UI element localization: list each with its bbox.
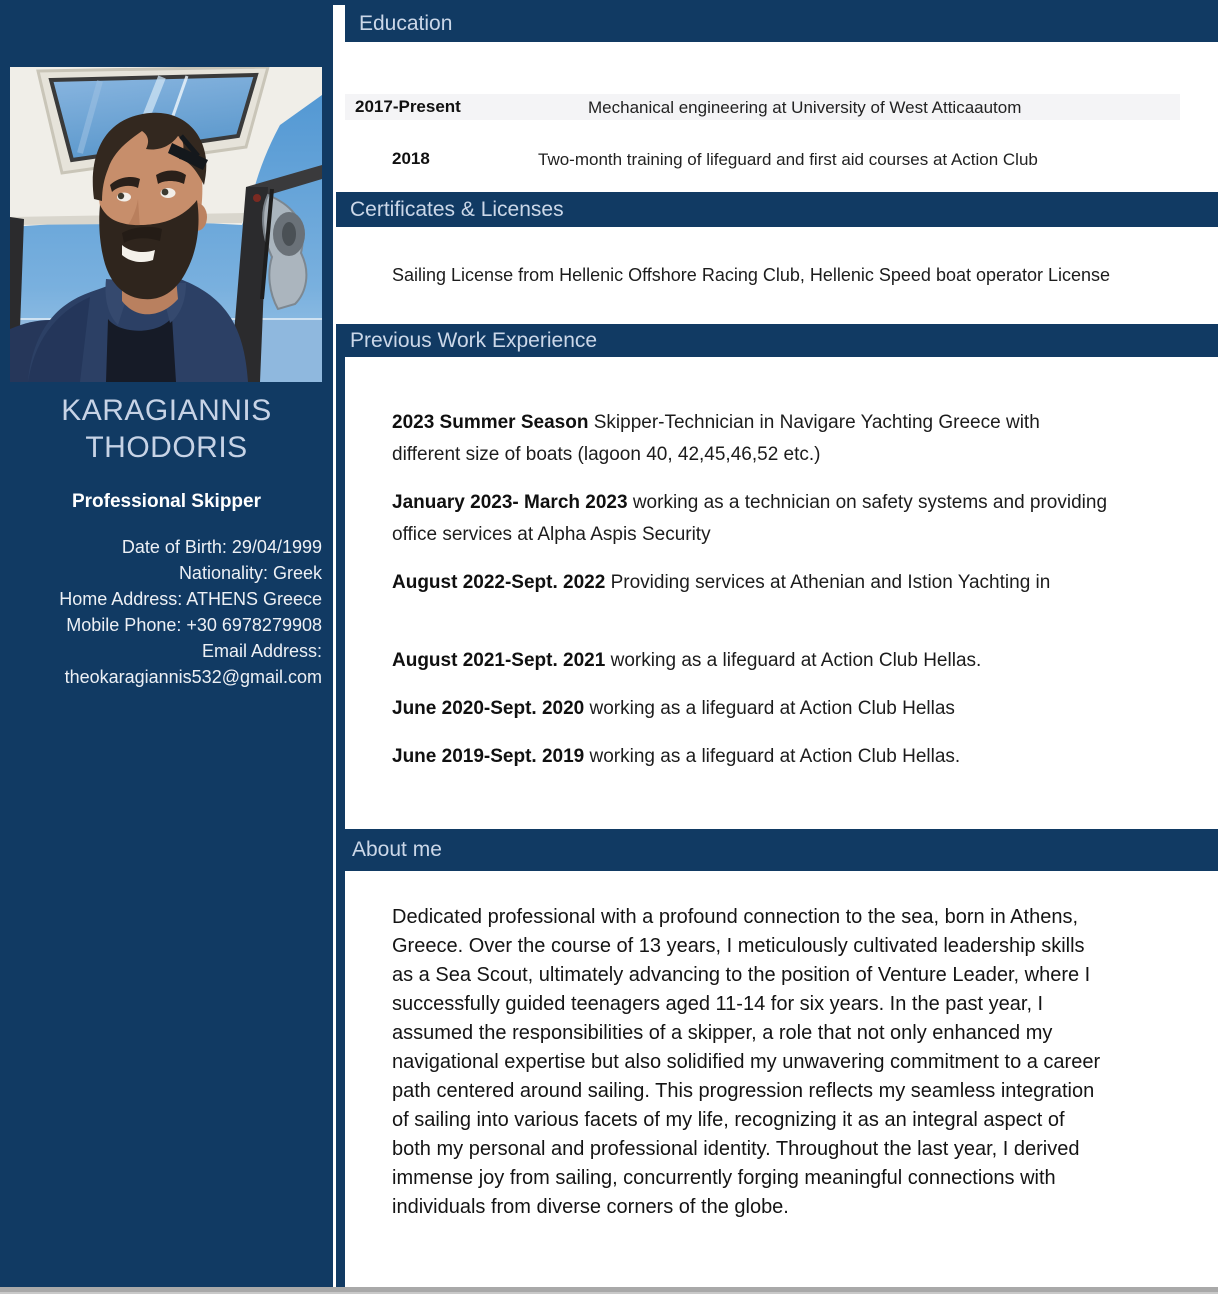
work-period: August 2022-Sept. 2022: [392, 572, 606, 593]
section-left-border: [336, 324, 345, 1287]
contact-address: Home Address: ATHENS Greece: [59, 589, 322, 609]
education-row: [345, 94, 1180, 120]
work-entry: [392, 567, 1112, 599]
work-entry: [392, 645, 1112, 677]
contact-email: theokaragiannis532@gmail.com: [64, 667, 322, 687]
education-row: [345, 146, 1180, 172]
certificates-text: Sailing License from Hellenic Offshore Racing Club, Hellenic Speed boat operator License: [392, 265, 1111, 285]
work-entry: [392, 693, 1112, 725]
profile-photo: [10, 67, 322, 382]
work-description: working as a technician on safety systems and providing office services at Alpha Aspis Security: [392, 492, 1108, 545]
education-period: 2017-Present: [355, 97, 461, 116]
section-header-education: Education: [345, 5, 1218, 42]
work-entry: [392, 741, 1112, 773]
main-content: [333, 0, 1218, 1294]
section-header-certificates: Certificates & Licenses: [336, 192, 1218, 227]
profile-photo-illustration: [10, 67, 322, 382]
work-period: August 2021-Sept. 2021: [392, 650, 606, 671]
education-period: 2018: [392, 149, 430, 168]
candidate-name-line1: KARAGIANNIS: [61, 394, 272, 427]
work-period: June 2019-Sept. 2019: [392, 746, 585, 767]
contact-block: [8, 534, 322, 690]
work-description: Providing services at Athenian and Istion Yachting in: [605, 572, 1051, 593]
candidate-role: Professional Skipper: [71, 491, 261, 512]
work-description: working as a lifeguard at Action Club Hellas.: [605, 650, 982, 671]
work-description: working as a lifeguard at Action Club Hellas.: [584, 746, 961, 767]
work-period: January 2023- March 2023: [392, 492, 628, 513]
candidate-name-line2: THODORIS: [85, 431, 248, 464]
work-description: Skipper-Technician in Navigare Yachting Greece with different size of boats (lagoon 40, 42,45,46,52 etc.): [392, 412, 1040, 465]
work-experience-list: [392, 407, 1112, 789]
section-header-about-me: About me: [338, 829, 1218, 871]
education-description: Mechanical engineering at University of West Atticaautom: [588, 98, 1022, 117]
contact-nationality: Nationality: Greek: [178, 563, 322, 583]
sidebar: [0, 0, 333, 1294]
work-entry: [392, 487, 1112, 551]
about-me-text: Dedicated professional with a profound connection to the sea, born in Athens, Greece. Over the course of 13 years, I meticulously cultivated leadership skills as a Sea Scout, ultimately advancing to the position of Venture Leader, where I successfully guided teenagers aged 11-14 for six years. In the past year, I assumed the responsibilities of a skipper, a role that not only enhanced my navigational expertise but also solidified my unwavering commitment to a career path centered around sailing. This progression reflects my seamless integration of sailing into various facets of my life, recognizing it as an integral aspect of both my personal and professional identity. Throughout the last year, I derived immense joy from sailing, concurrently forging meaningful connections with individuals from diverse corners of the globe.: [392, 906, 1101, 1218]
work-period: June 2020-Sept. 2020: [392, 698, 585, 719]
contact-dob: Date of Birth: 29/04/1999: [121, 537, 322, 557]
candidate-name: [0, 392, 333, 466]
contact-email-label: Email Address:: [201, 641, 322, 661]
work-entry: [392, 407, 1112, 471]
contact-phone: Mobile Phone: +30 6978279908: [66, 615, 322, 635]
section-header-work-experience: Previous Work Experience: [336, 324, 1218, 357]
work-description: working as a lifeguard at Action Club Hellas: [584, 698, 955, 719]
work-period: 2023 Summer Season: [392, 412, 589, 433]
education-description: Two-month training of lifeguard and first aid courses at Action Club: [538, 150, 1038, 169]
